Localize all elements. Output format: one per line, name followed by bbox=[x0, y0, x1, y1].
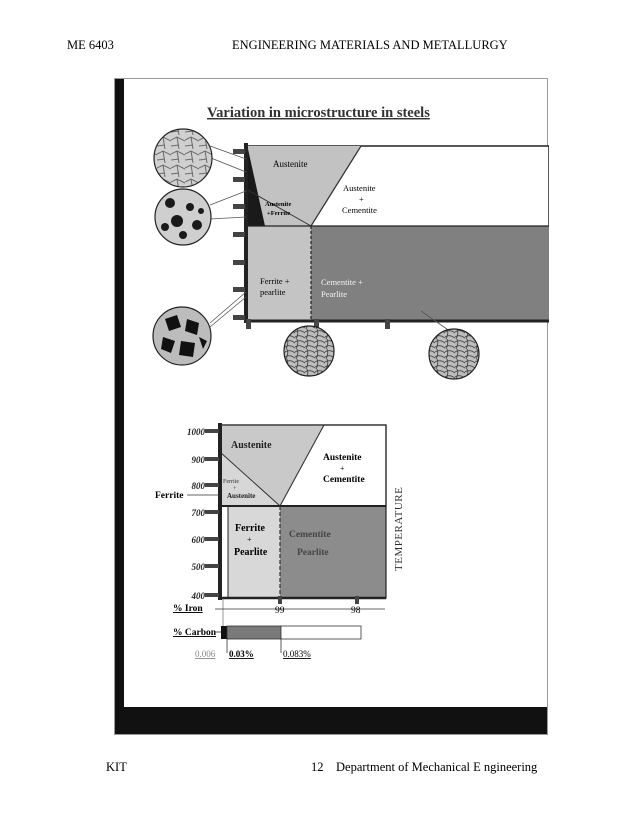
fig2-label-ferrite-austenite-3: Austenite bbox=[227, 492, 256, 500]
fig1-label-ferrite-pearlite-2: pearlite bbox=[260, 287, 286, 297]
micrograph-pearlite bbox=[284, 326, 334, 376]
figure-frame bbox=[114, 78, 548, 735]
footer-page-number: 12 bbox=[311, 760, 324, 774]
header-course-code: ME 6403 bbox=[67, 38, 114, 52]
fig1-label-austenite-cementite-3: Cementite bbox=[342, 205, 377, 215]
fig2-iron-tick-98: 98 bbox=[351, 606, 361, 616]
micrograph-cementite-pearlite bbox=[429, 329, 479, 379]
fig1-label-austenite: Austenite bbox=[273, 159, 308, 169]
temp-tick-600: 600 bbox=[191, 535, 205, 545]
temp-tick-900: 900 bbox=[191, 455, 205, 465]
micrograph-austenite bbox=[154, 129, 212, 187]
fig2-label-austenite-cementite-3: Cementite bbox=[323, 475, 365, 485]
temp-tick-400: 400 bbox=[191, 591, 205, 601]
fig1-label-austenite-ferrite-1: Austenite bbox=[265, 201, 292, 208]
temp-tick-800: 800 bbox=[191, 481, 205, 491]
figures-svg bbox=[115, 79, 549, 736]
figure1-title: Variation in microstructure in steels bbox=[207, 105, 430, 121]
fig2-label-austenite: Austenite bbox=[231, 440, 272, 451]
fig2-ferrite-side-label: Ferrite bbox=[155, 491, 184, 501]
fig2-carbon-tick-0006: 0.006 bbox=[195, 649, 216, 659]
footer-department: Department of Mechanical E ngineering bbox=[336, 760, 538, 774]
micrograph-austenite-ferrite bbox=[155, 189, 211, 245]
micrograph-ferrite-pearlite bbox=[153, 307, 211, 365]
fig1-label-austenite-ferrite-2: +Ferrite bbox=[267, 210, 291, 217]
fig2-y-axis-label: TEMPERATURE bbox=[393, 486, 405, 571]
footer-institute: KIT bbox=[106, 760, 127, 774]
fig2-carbon-row-label: % Carbon bbox=[173, 628, 217, 638]
temp-tick-500: 500 bbox=[191, 562, 205, 572]
fig2-label-ferrite-pearlite-2: + bbox=[247, 535, 252, 544]
fig2-iron-row-label: % Iron bbox=[173, 604, 203, 614]
header-course-title: ENGINEERING MATERIALS AND METALLURGY bbox=[232, 38, 508, 52]
fig2-label-ferrite-pearlite-1: Ferrite bbox=[235, 523, 265, 534]
fig1-label-austenite-cementite-1: Austenite bbox=[343, 183, 376, 193]
fig2-label-austenite-cementite-2: + bbox=[340, 464, 345, 473]
fig2-carbon-tick-0083: 0.083% bbox=[283, 649, 311, 659]
temp-tick-1000: 1000 bbox=[187, 427, 205, 437]
temp-tick-700: 700 bbox=[191, 508, 205, 518]
figure1-diagram bbox=[233, 143, 549, 329]
figure2-diagram bbox=[155, 423, 405, 659]
fig1-label-austenite-cementite-2: + bbox=[359, 194, 364, 204]
fig2-iron-tick-99: 99 bbox=[275, 606, 285, 616]
fig1-label-ferrite-pearlite-1: Ferrite + bbox=[260, 276, 290, 286]
fig2-label-cementite-pearlite-2: Pearlite bbox=[297, 548, 329, 558]
fig1-label-cementite-pearlite-1: Cementite + bbox=[321, 277, 363, 287]
fig2-carbon-tick-003: 0.03% bbox=[229, 649, 254, 659]
fig2-label-austenite-cementite-1: Austenite bbox=[323, 453, 362, 463]
fig2-label-ferrite-pearlite-3: Pearlite bbox=[234, 547, 268, 558]
fig2-label-ferrite-austenite-2: + bbox=[233, 486, 237, 492]
fig1-label-cementite-pearlite-2: Pearlite bbox=[321, 289, 347, 299]
fig2-label-cementite-pearlite-1: Cementite bbox=[289, 530, 331, 540]
fig2-label-ferrite-austenite-1: Ferrite bbox=[223, 479, 239, 485]
